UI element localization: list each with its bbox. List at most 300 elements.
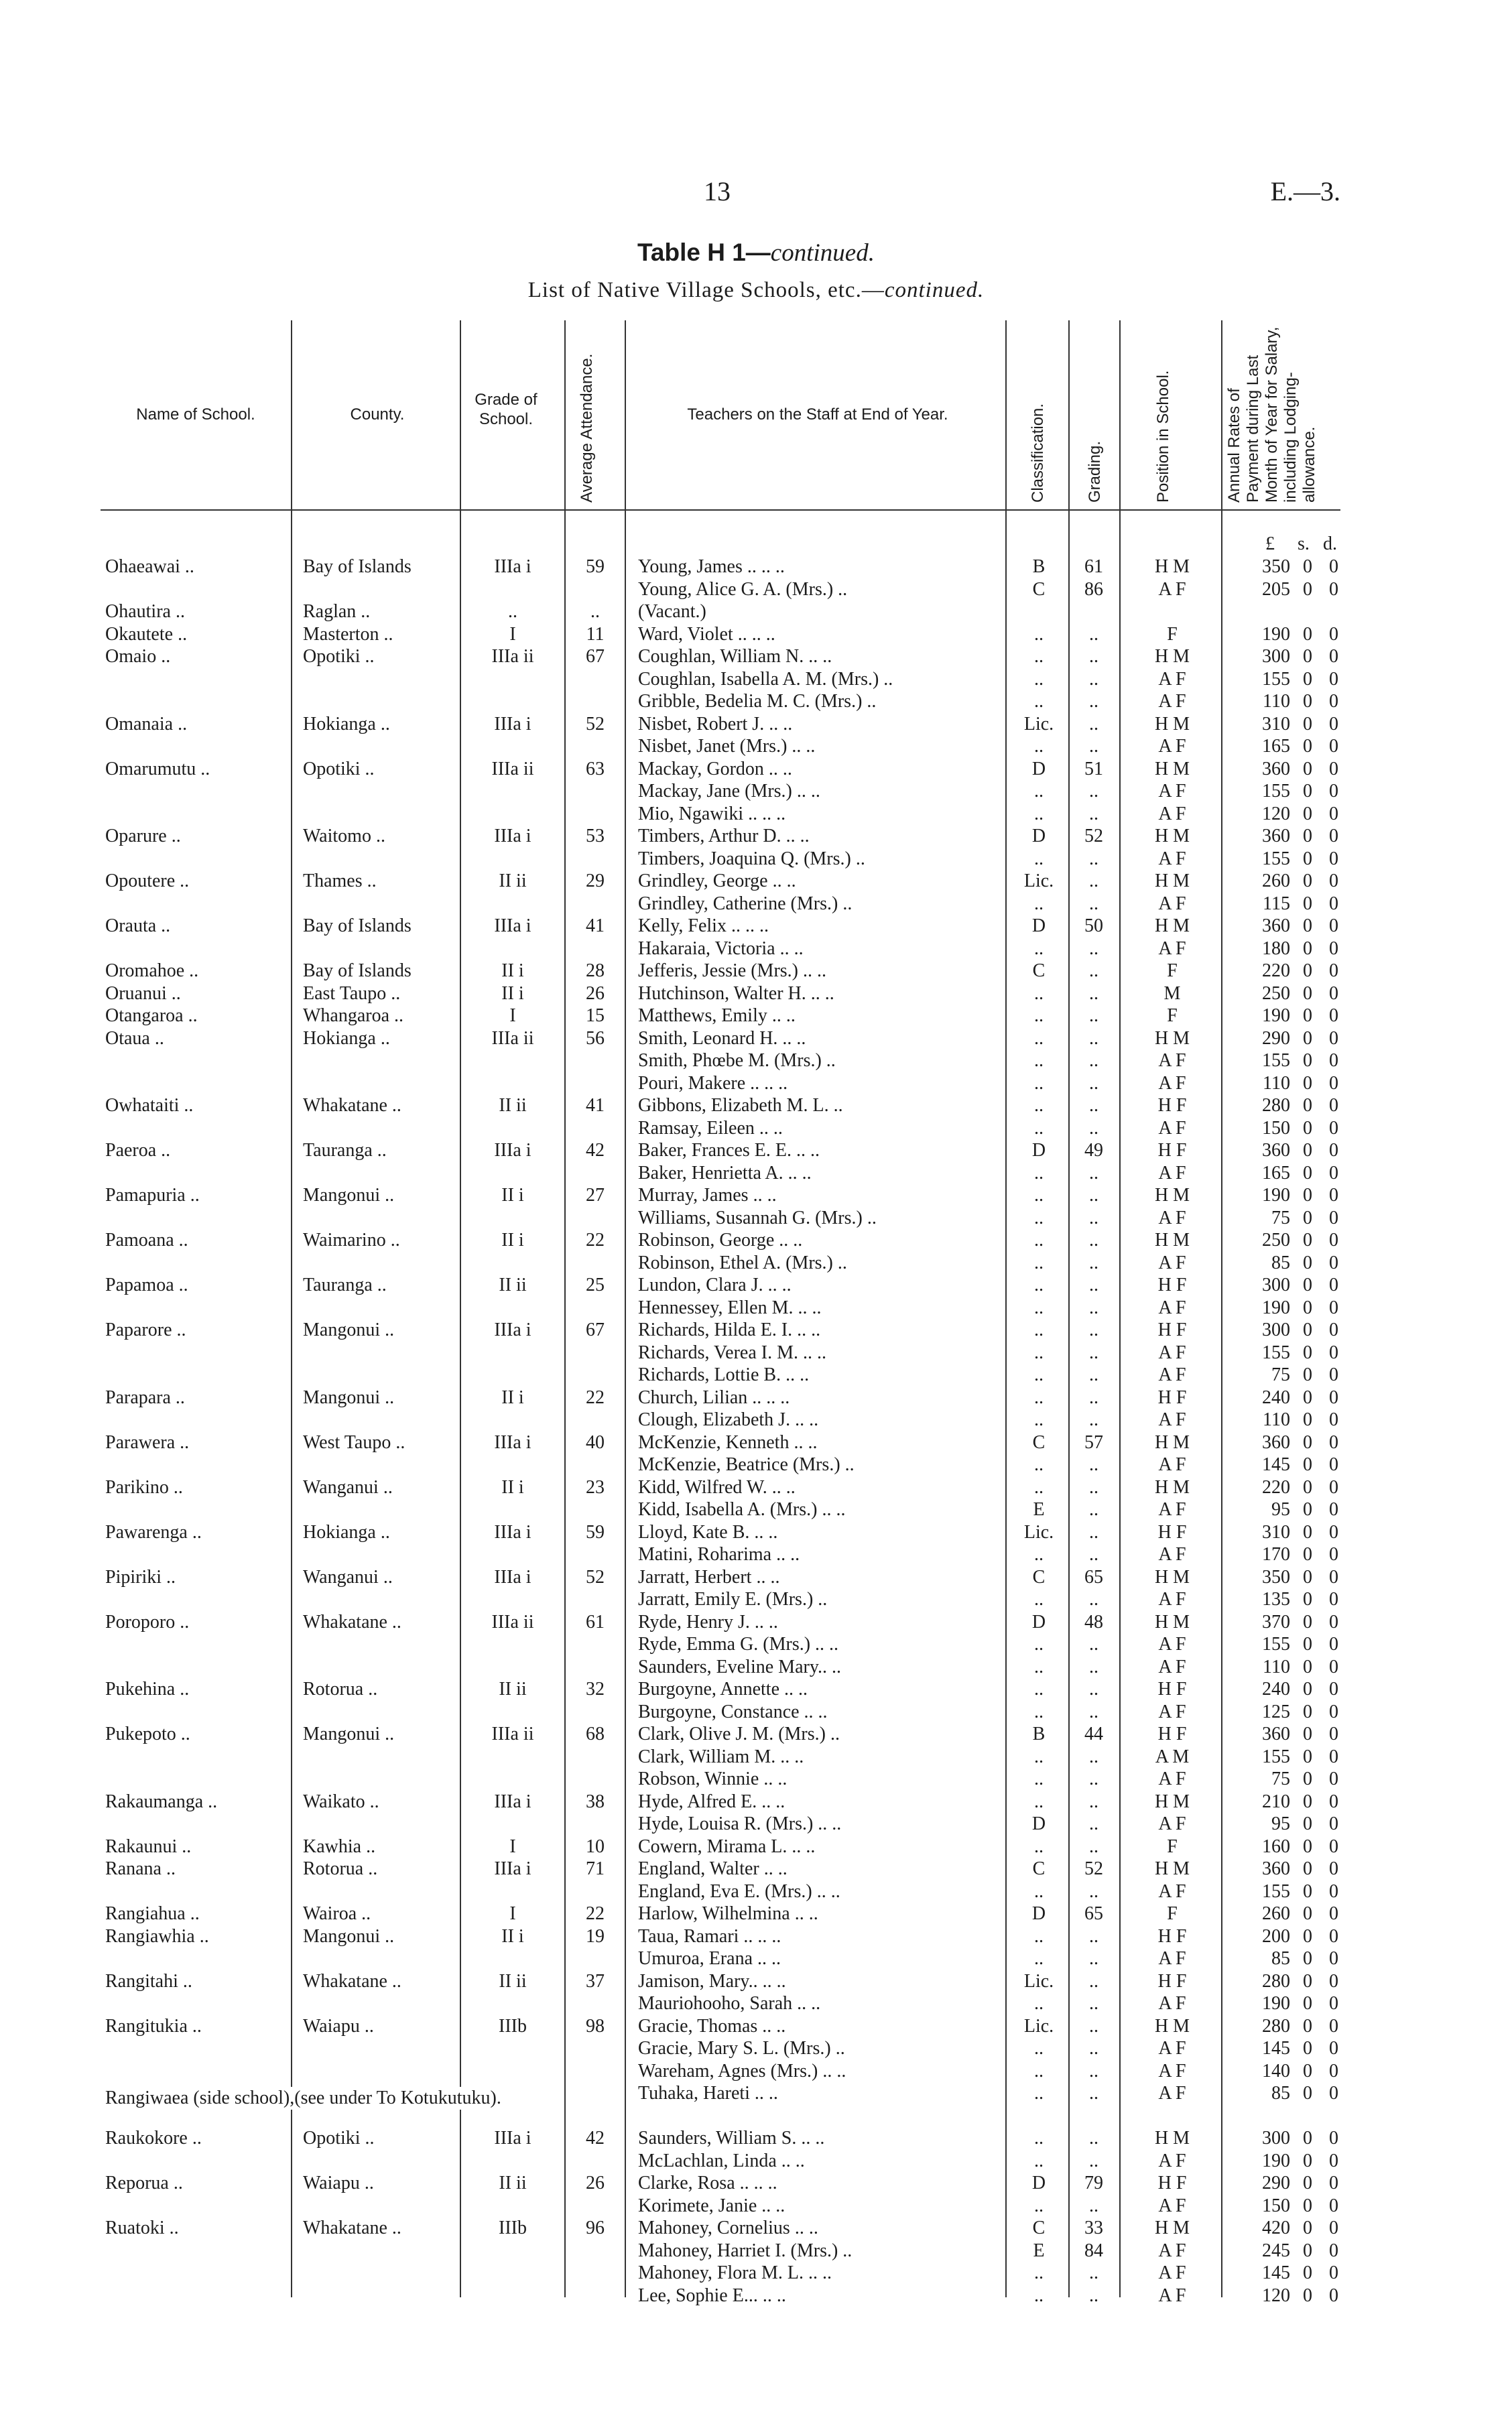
cell-d: 0	[1329, 1880, 1338, 1902]
cell-d: 0	[1329, 1769, 1338, 1789]
cell-pos: A M	[1155, 1746, 1190, 1767]
cell-class: ..	[1034, 691, 1044, 712]
cell-pos: A F	[1158, 1656, 1186, 1677]
cell-grade: I	[509, 1836, 516, 1857]
cell-avg: ..	[590, 601, 600, 622]
header-grade: Grade of School.	[475, 391, 538, 428]
cell-teacher: Umuroa, Erana .. ..	[638, 1948, 781, 1969]
cell-d: 0	[1329, 1544, 1338, 1565]
cell-d: 0	[1329, 1431, 1338, 1453]
cell-pos: A F	[1158, 2038, 1186, 2059]
cell-pos: F	[1167, 1903, 1178, 1924]
cell-class: Lic.	[1023, 1521, 1054, 1543]
cell-county: Thames ..	[303, 871, 377, 891]
cell-name: Rakaunui ..	[105, 1836, 192, 1857]
cell-grading: ..	[1089, 2262, 1098, 2283]
table-row	[0, 1072, 1512, 1095]
cell-grading: ..	[1089, 893, 1098, 914]
cell-teacher: Mahoney, Flora M. L. .. ..	[638, 2262, 832, 2283]
cell-pounds: 205	[1262, 578, 1290, 600]
table-row	[0, 1027, 1512, 1050]
cell-pos: H F	[1157, 2173, 1187, 2193]
cell-pounds: 140	[1262, 2060, 1290, 2082]
cell-grading: ..	[1089, 848, 1098, 869]
cell-name: Rangiawhia ..	[105, 1925, 209, 1947]
cell-class: ..	[1034, 2038, 1044, 2059]
cell-pos: F	[1167, 960, 1178, 981]
table-row	[0, 1746, 1512, 1769]
cell-pos: A F	[1158, 781, 1186, 802]
cell-teacher: Lundon, Clara J. .. ..	[638, 1275, 792, 1295]
cell-class: ..	[1034, 803, 1044, 824]
cell-grading: ..	[1089, 1499, 1098, 1520]
table-row	[0, 1094, 1512, 1117]
cell-d: 0	[1329, 826, 1338, 846]
cell-s: 0	[1303, 1027, 1312, 1049]
cell-pounds: 95	[1271, 1813, 1290, 1834]
cell-class: D	[1031, 1140, 1046, 1161]
cell-teacher: Saunders, Eveline Mary.. ..	[638, 1656, 841, 1677]
cell-grading: 57	[1084, 1431, 1103, 1453]
cell-class: C	[1032, 960, 1046, 981]
cell-s: 0	[1303, 668, 1312, 690]
cell-pounds: 145	[1262, 1454, 1290, 1475]
table-title-cont: continued.	[770, 239, 875, 267]
cell-class: ..	[1034, 2285, 1044, 2306]
table-row	[0, 2127, 1512, 2150]
cell-grading: ..	[1089, 2038, 1098, 2059]
cell-pounds: 360	[1262, 1431, 1290, 1453]
cell-s: 0	[1303, 1925, 1312, 1947]
cell-grading: ..	[1089, 1297, 1098, 1318]
cell-s: 0	[1303, 1342, 1312, 1363]
cell-d: 0	[1329, 1095, 1338, 1116]
cell-avg: 56	[586, 1027, 605, 1049]
cell-s: 0	[1303, 1320, 1312, 1340]
table-row	[0, 1274, 1512, 1297]
cell-teacher: Grindley, Catherine (Mrs.) ..	[638, 893, 853, 914]
cell-grading: 50	[1084, 915, 1103, 936]
cell-s: 0	[1303, 1050, 1312, 1071]
cell-pos: H M	[1154, 1791, 1190, 1812]
cell-s: 0	[1303, 1364, 1312, 1385]
cell-grading: ..	[1089, 1836, 1098, 1857]
cell-pos: F	[1167, 1836, 1178, 1857]
cell-d: 0	[1329, 1387, 1338, 1408]
cell-county: Tauranga ..	[303, 1275, 387, 1295]
cell-teacher: Grindley, George .. ..	[638, 871, 796, 891]
cell-grading: ..	[1089, 960, 1098, 981]
cell-s: 0	[1303, 2015, 1312, 2037]
table-row	[0, 645, 1512, 668]
cell-d: 0	[1329, 758, 1338, 779]
cell-teacher: Burgoyne, Annette .. ..	[638, 1679, 808, 1700]
cell-pos: F	[1167, 1005, 1178, 1026]
cell-s: 0	[1303, 1701, 1312, 1722]
cell-pos: H M	[1154, 826, 1190, 846]
cell-grade: I	[509, 623, 516, 645]
cell-teacher: Smith, Leonard H. .. ..	[638, 1027, 806, 1049]
cell-pounds: 360	[1262, 1724, 1290, 1744]
cell-teacher: Mackay, Gordon .. ..	[638, 758, 792, 779]
cell-d: 0	[1329, 1297, 1338, 1318]
cell-s: 0	[1303, 758, 1312, 779]
cell-pos: H M	[1154, 646, 1190, 667]
cell-grade: II i	[501, 1925, 524, 1947]
cell-avg: 40	[586, 1431, 605, 1453]
cell-class: ..	[1034, 1207, 1044, 1228]
table-row	[0, 1387, 1512, 1409]
cell-pounds: 350	[1262, 556, 1290, 577]
table-row	[0, 1319, 1512, 1342]
table-row	[0, 1162, 1512, 1185]
cell-teacher: Ryde, Emma G. (Mrs.) .. ..	[638, 1634, 839, 1655]
cell-s: 0	[1303, 915, 1312, 936]
table-row	[0, 556, 1512, 578]
cell-s: 0	[1303, 2285, 1312, 2306]
cell-grading: ..	[1089, 1364, 1098, 1385]
cell-class: C	[1032, 578, 1046, 600]
cell-pos: H M	[1154, 758, 1190, 779]
cell-pos: H F	[1157, 1140, 1187, 1161]
table-row	[0, 938, 1512, 960]
cell-teacher: Cowern, Mirama L. .. ..	[638, 1836, 816, 1857]
cell-grading: 84	[1084, 2240, 1103, 2261]
cell-grading: ..	[1089, 1095, 1098, 1116]
cell-d: 0	[1329, 1027, 1338, 1049]
cell-class: ..	[1034, 982, 1044, 1004]
cell-grading: ..	[1089, 1476, 1098, 1498]
cell-county: Raglan ..	[303, 601, 371, 622]
cell-pounds: 190	[1262, 623, 1290, 645]
cell-d: 0	[1329, 2240, 1338, 2261]
cell-s: 0	[1303, 1230, 1312, 1251]
cell-d: 0	[1329, 1476, 1338, 1498]
cell-s: 0	[1303, 578, 1312, 600]
cell-d: 0	[1329, 646, 1338, 667]
cell-pounds: 280	[1262, 2015, 1290, 2037]
cell-d: 0	[1329, 668, 1338, 690]
cell-grading: ..	[1089, 1387, 1098, 1408]
cell-teacher: Wareham, Agnes (Mrs.) .. ..	[638, 2060, 846, 2082]
cell-county: Waikato ..	[303, 1791, 379, 1812]
cell-teacher: Mackay, Jane (Mrs.) .. ..	[638, 781, 820, 802]
table-row	[0, 1454, 1512, 1476]
cell-grade: IIIa i	[494, 1140, 531, 1161]
cell-county: East Taupo ..	[303, 982, 401, 1004]
cell-county: Bay of Islands	[303, 556, 412, 577]
cell-pos: H M	[1154, 1185, 1190, 1206]
cell-grading: ..	[1089, 2015, 1098, 2037]
cell-grading: ..	[1089, 1027, 1098, 1049]
cell-teacher: Hennessey, Ellen M. .. ..	[638, 1297, 822, 1318]
header-class: Classification.	[1029, 403, 1047, 503]
table-row	[0, 578, 1512, 601]
cell-class: ..	[1034, 1544, 1044, 1565]
cell-d: 0	[1329, 1701, 1338, 1722]
table-row	[0, 1521, 1512, 1544]
cell-teacher: England, Eva E. (Mrs.) .. ..	[638, 1880, 840, 1902]
cell-grading: ..	[1089, 2195, 1098, 2216]
cell-county: Mangonui ..	[303, 1724, 395, 1744]
cell-avg: 22	[586, 1387, 605, 1408]
cell-pos: A F	[1158, 1813, 1186, 1834]
cell-name: Rakaumanga ..	[105, 1791, 218, 1812]
cell-county: Whangaroa ..	[303, 1005, 404, 1026]
cell-avg: 67	[586, 646, 605, 667]
cell-pos: H M	[1154, 713, 1190, 734]
table-row	[0, 825, 1512, 848]
cell-grading: 44	[1084, 1724, 1103, 1744]
cell-pounds: 240	[1262, 1679, 1290, 1700]
cell-s: 0	[1303, 2262, 1312, 2283]
cell-teacher: Smith, Phœbe M. (Mrs.) ..	[638, 1050, 836, 1071]
cell-grading: ..	[1089, 623, 1098, 645]
cell-teacher: Hyde, Alfred E. .. ..	[638, 1791, 785, 1812]
table-row	[0, 870, 1512, 893]
cell-avg: 42	[586, 2128, 605, 2149]
cell-s: 0	[1303, 1813, 1312, 1834]
cell-grade: IIIa i	[494, 1320, 531, 1340]
cell-name: Otaua ..	[105, 1027, 164, 1049]
cell-pounds: 155	[1262, 1746, 1290, 1767]
cell-s: 0	[1303, 1409, 1312, 1430]
cell-county: Hokianga ..	[303, 1027, 390, 1049]
cell-s: 0	[1303, 1880, 1312, 1902]
cell-pos: H M	[1154, 1858, 1190, 1879]
cell-class: ..	[1034, 1634, 1044, 1655]
cell-d: 0	[1329, 1925, 1338, 1947]
cell-s: 0	[1303, 1993, 1312, 2014]
cell-pounds: 220	[1262, 1476, 1290, 1498]
cell-teacher: Clark, William M. .. ..	[638, 1746, 804, 1767]
cell-avg: 26	[586, 982, 605, 1004]
cell-grading: 65	[1084, 1566, 1103, 1588]
cell-class: ..	[1034, 1454, 1044, 1475]
cell-pounds: 75	[1271, 1364, 1290, 1385]
cell-pounds: 300	[1262, 646, 1290, 667]
cell-pos: H M	[1154, 915, 1190, 936]
cell-teacher: McKenzie, Kenneth .. ..	[638, 1431, 818, 1453]
cell-d: 0	[1329, 1948, 1338, 1969]
cell-pounds: 95	[1271, 1499, 1290, 1520]
cell-class: ..	[1034, 1027, 1044, 1049]
cell-avg: 37	[586, 1970, 605, 1992]
cell-name: Opoutere ..	[105, 871, 190, 891]
cell-class: ..	[1034, 1364, 1044, 1385]
cell-class: B	[1032, 556, 1046, 577]
cell-d: 0	[1329, 1050, 1338, 1071]
cell-pounds: 300	[1262, 1275, 1290, 1295]
cell-grade: II ii	[499, 871, 527, 891]
cell-grading: ..	[1089, 736, 1098, 757]
cell-grade: II i	[501, 960, 524, 981]
table-row	[0, 1409, 1512, 1431]
header-teachers: Teachers on the Staff at End of Year.	[687, 405, 948, 424]
cell-name: Paeroa ..	[105, 1140, 171, 1161]
cell-teacher: Hutchinson, Walter H. .. ..	[638, 982, 834, 1004]
cell-teacher: Clough, Elizabeth J. .. ..	[638, 1409, 819, 1430]
cell-grade: II ii	[499, 1275, 527, 1295]
cell-pounds: 250	[1262, 1230, 1290, 1251]
cell-d: 0	[1329, 1611, 1338, 1633]
cell-s: 0	[1303, 1117, 1312, 1139]
cell-pounds: 280	[1262, 1970, 1290, 1992]
cell-pos: A F	[1158, 2240, 1186, 2261]
cell-teacher: Gracie, Mary S. L. (Mrs.) ..	[638, 2038, 845, 2059]
cell-county: Hokianga ..	[303, 1521, 390, 1543]
cell-grade: IIIa i	[494, 713, 531, 734]
cell-d: 0	[1329, 803, 1338, 824]
cell-name: Rangitukia ..	[105, 2015, 202, 2037]
cell-grading: ..	[1089, 1117, 1098, 1139]
table-row	[0, 1633, 1512, 1656]
cell-class: D	[1031, 915, 1046, 936]
cell-pounds: 155	[1262, 1634, 1290, 1655]
cell-teacher: Robinson, Ethel A. (Mrs.) ..	[638, 1252, 847, 1273]
cell-teacher: Gracie, Thomas .. ..	[638, 2015, 786, 2037]
cell-teacher: Mahoney, Harriet I. (Mrs.) ..	[638, 2240, 853, 2261]
cell-d: 0	[1329, 2015, 1338, 2037]
cell-grade: I	[509, 1903, 516, 1924]
cell-pos: H F	[1157, 1387, 1187, 1408]
cell-county: Hokianga ..	[303, 713, 390, 734]
table-row	[0, 2037, 1512, 2060]
table-row	[0, 1049, 1512, 1072]
table-row	[0, 1342, 1512, 1364]
cell-pounds: 125	[1262, 1701, 1290, 1722]
cell-d: 0	[1329, 2285, 1338, 2306]
cell-avg: 52	[586, 713, 605, 734]
cell-grade: IIIa i	[494, 1791, 531, 1812]
table-row	[0, 1252, 1512, 1275]
cell-class: ..	[1034, 1746, 1044, 1767]
cell-pounds: 240	[1262, 1387, 1290, 1408]
cell-grade: II ii	[499, 1095, 527, 1116]
cell-pos: A F	[1158, 893, 1186, 914]
cell-s: 0	[1303, 1185, 1312, 1206]
cell-pounds: 360	[1262, 826, 1290, 846]
cell-pos: F	[1167, 623, 1178, 645]
cell-pos: H F	[1157, 1320, 1187, 1340]
cell-pos: H F	[1157, 1521, 1187, 1543]
cell-pos: A F	[1158, 1880, 1186, 1902]
cell-class: ..	[1034, 1791, 1044, 1812]
table-row	[0, 1970, 1512, 1993]
cell-avg: 27	[586, 1185, 605, 1206]
cell-grade: IIIa i	[494, 1521, 531, 1543]
cell-class: ..	[1034, 1769, 1044, 1789]
cell-pos: H M	[1154, 1566, 1190, 1588]
cell-name: Otangaroa ..	[105, 1005, 198, 1026]
cell-s: 0	[1303, 1948, 1312, 1969]
table-title-main: Table H 1—	[637, 239, 771, 266]
cell-s: 0	[1303, 1634, 1312, 1655]
cell-county: Wairoa ..	[303, 1903, 371, 1924]
cell-s: 0	[1303, 1769, 1312, 1789]
cell-avg: 67	[586, 1320, 605, 1340]
cell-county: Kawhia ..	[303, 1836, 376, 1857]
cell-grading: ..	[1089, 1589, 1098, 1610]
cell-grading: ..	[1089, 1320, 1098, 1340]
cell-s: 0	[1303, 1679, 1312, 1700]
table-row	[0, 1836, 1512, 1858]
cell-pos: H M	[1154, 1230, 1190, 1251]
header-county: County.	[350, 405, 405, 424]
cell-name: Pukehina ..	[105, 1679, 190, 1700]
cell-pounds: 135	[1262, 1589, 1290, 1610]
cell-pos: A F	[1158, 2083, 1186, 2104]
cell-d: 0	[1329, 1230, 1338, 1251]
cell-grade: II i	[501, 1476, 524, 1498]
table-row	[0, 1925, 1512, 1948]
cell-grading: 61	[1084, 556, 1103, 577]
cell-grading: ..	[1089, 668, 1098, 690]
table-row	[0, 735, 1512, 758]
cell-pos: A F	[1158, 2195, 1186, 2216]
cell-pos: A F	[1158, 938, 1186, 959]
cell-avg: 25	[586, 1275, 605, 1295]
table-row	[0, 1768, 1512, 1791]
cell-pounds: 150	[1262, 2195, 1290, 2216]
cell-d: 0	[1329, 1970, 1338, 1992]
cell-d: 0	[1329, 691, 1338, 712]
cell-pos: A F	[1158, 1162, 1186, 1184]
cell-d: 0	[1329, 2173, 1338, 2193]
cell-teacher: Pouri, Makere .. .. ..	[638, 1072, 788, 1094]
cell-pounds: 110	[1263, 1072, 1290, 1094]
cell-teacher: Nisbet, Robert J. .. ..	[638, 713, 793, 734]
cell-s: 0	[1303, 1431, 1312, 1453]
cell-pounds: 250	[1262, 982, 1290, 1004]
table-row	[0, 2285, 1512, 2307]
cell-class: ..	[1034, 1476, 1044, 1498]
table-row	[0, 1543, 1512, 1566]
cell-teacher: Murray, James .. ..	[638, 1185, 777, 1206]
cell-pos: H F	[1157, 1724, 1187, 1744]
cell-teacher: Robinson, George .. ..	[638, 1230, 803, 1251]
cell-grade: IIIa ii	[491, 646, 534, 667]
cell-county: Tauranga ..	[303, 1140, 387, 1161]
cell-d: 0	[1329, 1140, 1338, 1161]
cell-pounds: 115	[1263, 893, 1290, 914]
cell-teacher: Young, James .. .. ..	[638, 556, 785, 577]
cell-grading: ..	[1089, 1791, 1098, 1812]
table-row	[0, 1656, 1512, 1679]
cell-pos: A F	[1158, 1050, 1186, 1071]
cell-grade: IIIa i	[494, 1566, 531, 1588]
cell-grading: 33	[1084, 2218, 1103, 2238]
cell-grading: 52	[1084, 826, 1103, 846]
cell-avg: 61	[586, 1611, 605, 1633]
cell-pos: A F	[1158, 1993, 1186, 2014]
cell-county: Whakatane ..	[303, 1611, 401, 1633]
cell-name: Parikino ..	[105, 1476, 183, 1498]
table-row	[0, 1117, 1512, 1140]
cell-pos: A F	[1158, 668, 1186, 690]
cell-teacher: Matini, Roharima .. ..	[638, 1544, 800, 1565]
cell-d: 0	[1329, 1589, 1338, 1610]
cell-pounds: 180	[1262, 938, 1290, 959]
cell-pounds: 85	[1271, 2083, 1290, 2104]
cell-grading: ..	[1089, 1544, 1098, 1565]
cell-grade: IIIa ii	[491, 1611, 534, 1633]
cell-pos: H F	[1157, 1679, 1187, 1700]
cell-d: 0	[1329, 938, 1338, 959]
cell-pos: A F	[1158, 1297, 1186, 1318]
cell-pos: A F	[1158, 803, 1186, 824]
cell-class: ..	[1034, 781, 1044, 802]
